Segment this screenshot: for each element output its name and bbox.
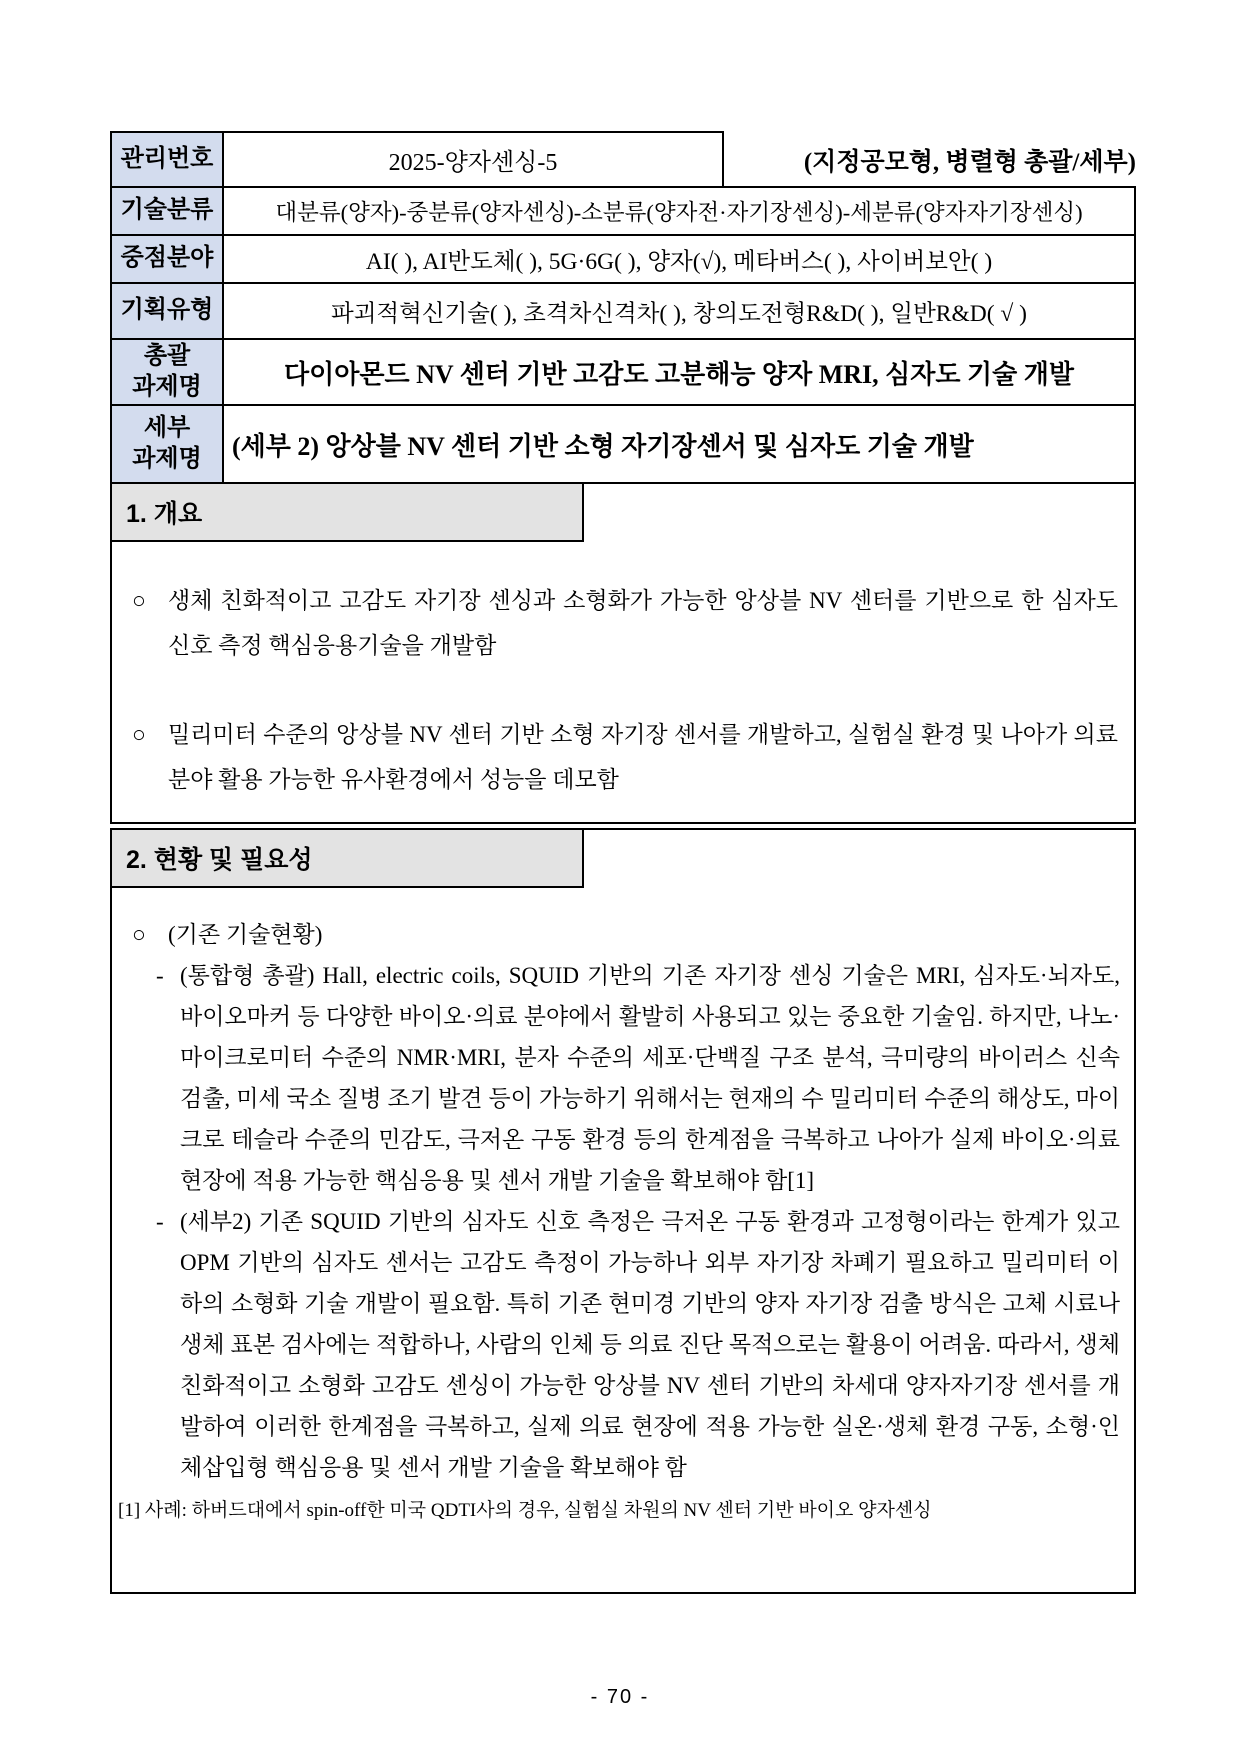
overview-bullet-2-text: 밀리미터 수준의 앙상블 NV 센터 기반 소형 자기장 센서를 개발하고, 실험실 환경 및 나아가 의료분야 활용 가능한 유사환경에서 성능을 데모함 <box>168 722 1118 792</box>
overall-project-title: 다이아몬드 NV 센터 기반 고감도 고분해능 양자 MRI, 심자도 기술 개발 <box>284 359 1074 389</box>
overall-project-title-label-line2: 과제명 <box>132 374 202 400</box>
table-row-planning-type <box>110 282 1136 340</box>
management-number-label: 관리번호 <box>120 145 214 172</box>
tech-classification-value-cell <box>222 186 1136 236</box>
section-status-content <box>112 888 1134 1536</box>
table-row-sub-project-title <box>110 404 1136 484</box>
reference-footnote: [1] 사례: 하버드대에서 spin-off한 미국 QDTI사의 경우, 실험실 차원의 NV 센터 기반 바이오 양자센싱 <box>118 1500 932 1521</box>
tech-classification-value: 대분류(양자)-중분류(양자센싱)-소분류(양자전·자기장센싱)-세분류(양자자기장센싱) <box>275 200 1083 225</box>
page-number: - 70 - <box>590 1686 650 1708</box>
section-status-title: 2. 현황 및 필요성 <box>126 846 313 874</box>
program-type-note: (지정공모형, 병렬형 총괄/세부) <box>803 148 1136 176</box>
section-status-header <box>112 830 584 888</box>
status-bullet-2 <box>156 955 1120 1201</box>
status-bullet-3 <box>156 1201 1120 1488</box>
focus-area-value: AI( ), AI반도체( ), 5G·6G( ), 양자(√), 메타버스( ), 사이버보안( ) <box>365 249 993 275</box>
sub-project-title-label-cell <box>110 404 224 484</box>
focus-area-value-cell <box>222 234 1136 284</box>
section-status <box>110 828 1136 1594</box>
document-body <box>110 131 1136 1594</box>
management-number-value-cell <box>222 131 724 188</box>
sub-project-title: (세부 2) 앙상블 NV 센터 기반 소형 자기장센서 및 심자도 기술 개발 <box>232 431 974 461</box>
overview-bullet-2 <box>132 712 1118 802</box>
circle-bullet-marker: ○ <box>132 922 146 947</box>
info-table <box>110 131 1136 484</box>
tech-classification-label-cell <box>110 186 224 236</box>
table-row-focus-area <box>110 234 1136 284</box>
overall-project-title-value-cell <box>222 338 1136 406</box>
planning-type-value-cell <box>222 282 1136 340</box>
management-number-label-cell <box>110 131 224 188</box>
section-overview-content <box>112 542 1134 822</box>
overview-bullet-1 <box>132 578 1118 668</box>
overview-bullet-1-text: 생체 친화적이고 고감도 자기장 센싱과 소형화가 가능한 앙상블 NV 센터를 기반으로 한 심자도 신호 측정 핵심응용기술을 개발함 <box>168 588 1118 658</box>
section-overview-header <box>112 484 584 542</box>
overall-project-title-label-cell <box>110 338 224 406</box>
sub-project-title-value-cell <box>222 404 1136 484</box>
status-bullet-1 <box>132 914 1120 955</box>
status-bullet-1-text: (기존 기술현황) <box>168 922 323 947</box>
overall-project-title-label-line1: 총괄 <box>143 342 191 369</box>
circle-bullet-marker: ○ <box>132 588 146 613</box>
table-row-overall-project-title <box>110 338 1136 406</box>
dash-bullet-marker: - <box>156 1209 164 1234</box>
table-row-tech-classification <box>110 186 1136 236</box>
sub-project-title-label-line2: 과제명 <box>132 446 202 472</box>
section-overview-title: 1. 개요 <box>126 500 203 528</box>
section-overview <box>110 482 1136 824</box>
management-number-value: 2025-양자센싱-5 <box>388 150 558 176</box>
tech-classification-label: 기술분류 <box>120 197 214 224</box>
status-bullet-3-text: (세부2) 기존 SQUID 기반의 심자도 신호 측정은 극저온 구동 환경과 고정형이라는 한계가 있고 OPM 기반의 심자도 센서는 고감도 측정이 가능하나 외부 자기장 차폐기 필요하고 밀리미터 이하의 소형화 기술 개발이 필요함. 특히 기존 현미경 기반의 양자 자기장 검출 방식은 고체 시료나 생체 표본 검사에는 적합하나, 사람의 인체 등 의료 진단 목적으로는 활용이 어려움. 따라서, 생체 친화적이고 소형화 고감도 센싱이 가능한 앙상블 NV 센터 기반의 차세대 양자자기장 센서를 개발하여 이러한 한계점을 극복하고, 실제 의료 현장에 적용 가능한 실온·생체 환경 구동, 소형·인체삽입형 핵심응용 및 센서 개발 기술을 확보해야 함 <box>180 1209 1120 1480</box>
dash-bullet-marker: - <box>156 963 164 988</box>
planning-type-label-cell <box>110 282 224 340</box>
status-bullet-2-text: (통합형 총괄) Hall, electric coils, SQUID 기반의 기존 자기장 센싱 기술은 MRI, 심자도·뇌자도, 바이오마커 등 다양한 바이오·의료 분야에서 활발히 사용되고 있는 중요한 기술임. 하지만, 나노·마이크로미터 수준의 NMR·MRI, 분자 수준의 세포·단백질 구조 분석, 극미량의 바이러스 신속 검출, 미세 국소 질병 조기 발견 등이 가능하기 위해서는 현재의 수 밀리미터 수준의 해상도, 마이크로 테슬라 수준의 민감도, 극저온 구동 환경 등의 한계점을 극복하고 나아가 실제 바이오·의료 현장에 적용 가능한 핵심응용 및 센서 개발 기술을 확보해야 함[1] <box>180 963 1120 1193</box>
focus-area-label: 중점분야 <box>120 245 214 272</box>
sub-project-title-label-line1: 세부 <box>143 414 191 441</box>
planning-type-label: 기획유형 <box>120 297 214 324</box>
table-row-management-number <box>110 131 1136 188</box>
circle-bullet-marker: ○ <box>132 722 146 747</box>
focus-area-label-cell <box>110 234 224 284</box>
planning-type-value: 파괴적혁신기술( ), 초격차신격차( ), 창의도전형R&D( ), 일반R&D( √ ) <box>331 301 1027 327</box>
